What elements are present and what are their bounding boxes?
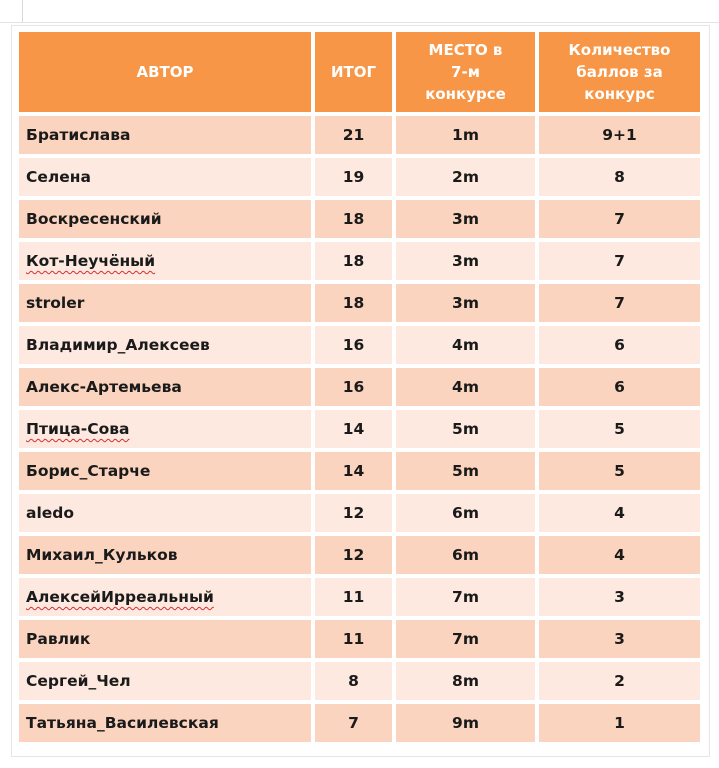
cell-points: 9+1 [539, 116, 700, 154]
header-place [396, 32, 535, 112]
ruler-tick [22, 0, 23, 22]
cell-total: 16 [315, 368, 392, 406]
cell-place: 4m [396, 368, 535, 406]
header-total [315, 32, 392, 112]
cell-place: 1m [396, 116, 535, 154]
table-row [19, 158, 700, 196]
cell-place: 5m [396, 410, 535, 448]
cell-place: 3m [396, 200, 535, 238]
cell-total: 18 [315, 284, 392, 322]
cell-points: 6 [539, 368, 700, 406]
table-row [19, 116, 700, 154]
header-author-label: АВТОР [136, 63, 194, 81]
table-row [19, 326, 700, 364]
table-row [19, 284, 700, 322]
header-author [19, 32, 311, 112]
cell-author: stroler [19, 284, 311, 322]
cell-total: 21 [315, 116, 392, 154]
cell-points: 7 [539, 284, 700, 322]
cell-points: 6 [539, 326, 700, 364]
cell-total: 11 [315, 620, 392, 658]
table-row [19, 536, 700, 574]
table-row [19, 662, 700, 700]
cell-points: 7 [539, 242, 700, 280]
cell-place: 5m [396, 452, 535, 490]
table-row [19, 494, 700, 532]
cell-author [19, 242, 311, 280]
cell-author: Воскресенский [19, 200, 311, 238]
header-row [19, 32, 700, 112]
cell-total: 14 [315, 410, 392, 448]
cell-points: 7 [539, 200, 700, 238]
cell-points: 3 [539, 620, 700, 658]
table-row [19, 200, 700, 238]
cell-points: 4 [539, 494, 700, 532]
cell-place: 6m [396, 494, 535, 532]
cell-author: Сергей_Чел [19, 662, 311, 700]
page-top-divider [0, 0, 719, 23]
cell-author: aledo [19, 494, 311, 532]
cell-author: Татьяна_Василевская [19, 704, 311, 742]
cell-place: 3m [396, 284, 535, 322]
cell-place: 4m [396, 326, 535, 364]
cell-place: 7m [396, 578, 535, 616]
cell-author: Селена [19, 158, 311, 196]
cell-points: 8 [539, 158, 700, 196]
spellcheck-underlined-text: Птица-Сова [26, 420, 130, 438]
cell-total: 19 [315, 158, 392, 196]
cell-place: 6m [396, 536, 535, 574]
spellcheck-underlined-text: Кот-Неучёный [26, 252, 156, 270]
cell-total: 18 [315, 242, 392, 280]
cell-points: 2 [539, 662, 700, 700]
cell-points: 5 [539, 452, 700, 490]
cell-place: 9m [396, 704, 535, 742]
cell-points: 1 [539, 704, 700, 742]
cell-total: 14 [315, 452, 392, 490]
cell-points: 3 [539, 578, 700, 616]
cell-author [19, 410, 311, 448]
cell-total: 11 [315, 578, 392, 616]
cell-place: 7m [396, 620, 535, 658]
table-row [19, 242, 700, 280]
table-row [19, 578, 700, 616]
header-points [539, 32, 700, 112]
cell-author: Михаил_Кульков [19, 536, 311, 574]
header-points-label: Количество баллов за конкурс [568, 41, 671, 103]
cell-total: 12 [315, 494, 392, 532]
results-table-frame [11, 25, 710, 757]
header-place-label: МЕСТО в 7-м конкурсе [425, 41, 506, 103]
cell-author: Владимир_Алексеев [19, 326, 311, 364]
cell-total: 8 [315, 662, 392, 700]
results-table [15, 28, 704, 746]
table-row [19, 452, 700, 490]
table-row [19, 410, 700, 448]
cell-points: 5 [539, 410, 700, 448]
cell-author [19, 578, 311, 616]
cell-total: 16 [315, 326, 392, 364]
table-row [19, 368, 700, 406]
header-total-label: ИТОГ [330, 63, 377, 81]
cell-place: 3m [396, 242, 535, 280]
cell-place: 2m [396, 158, 535, 196]
cell-place: 8m [396, 662, 535, 700]
cell-points: 4 [539, 536, 700, 574]
table-row [19, 620, 700, 658]
table-row [19, 704, 700, 742]
spellcheck-underlined-text: АлексейИрреальный [26, 588, 214, 606]
cell-author: Алекс-Артемьева [19, 368, 311, 406]
cell-author: Равлик [19, 620, 311, 658]
cell-author: Борис_Старче [19, 452, 311, 490]
cell-total: 12 [315, 536, 392, 574]
cell-total: 18 [315, 200, 392, 238]
cell-author: Братислава [19, 116, 311, 154]
cell-total: 7 [315, 704, 392, 742]
